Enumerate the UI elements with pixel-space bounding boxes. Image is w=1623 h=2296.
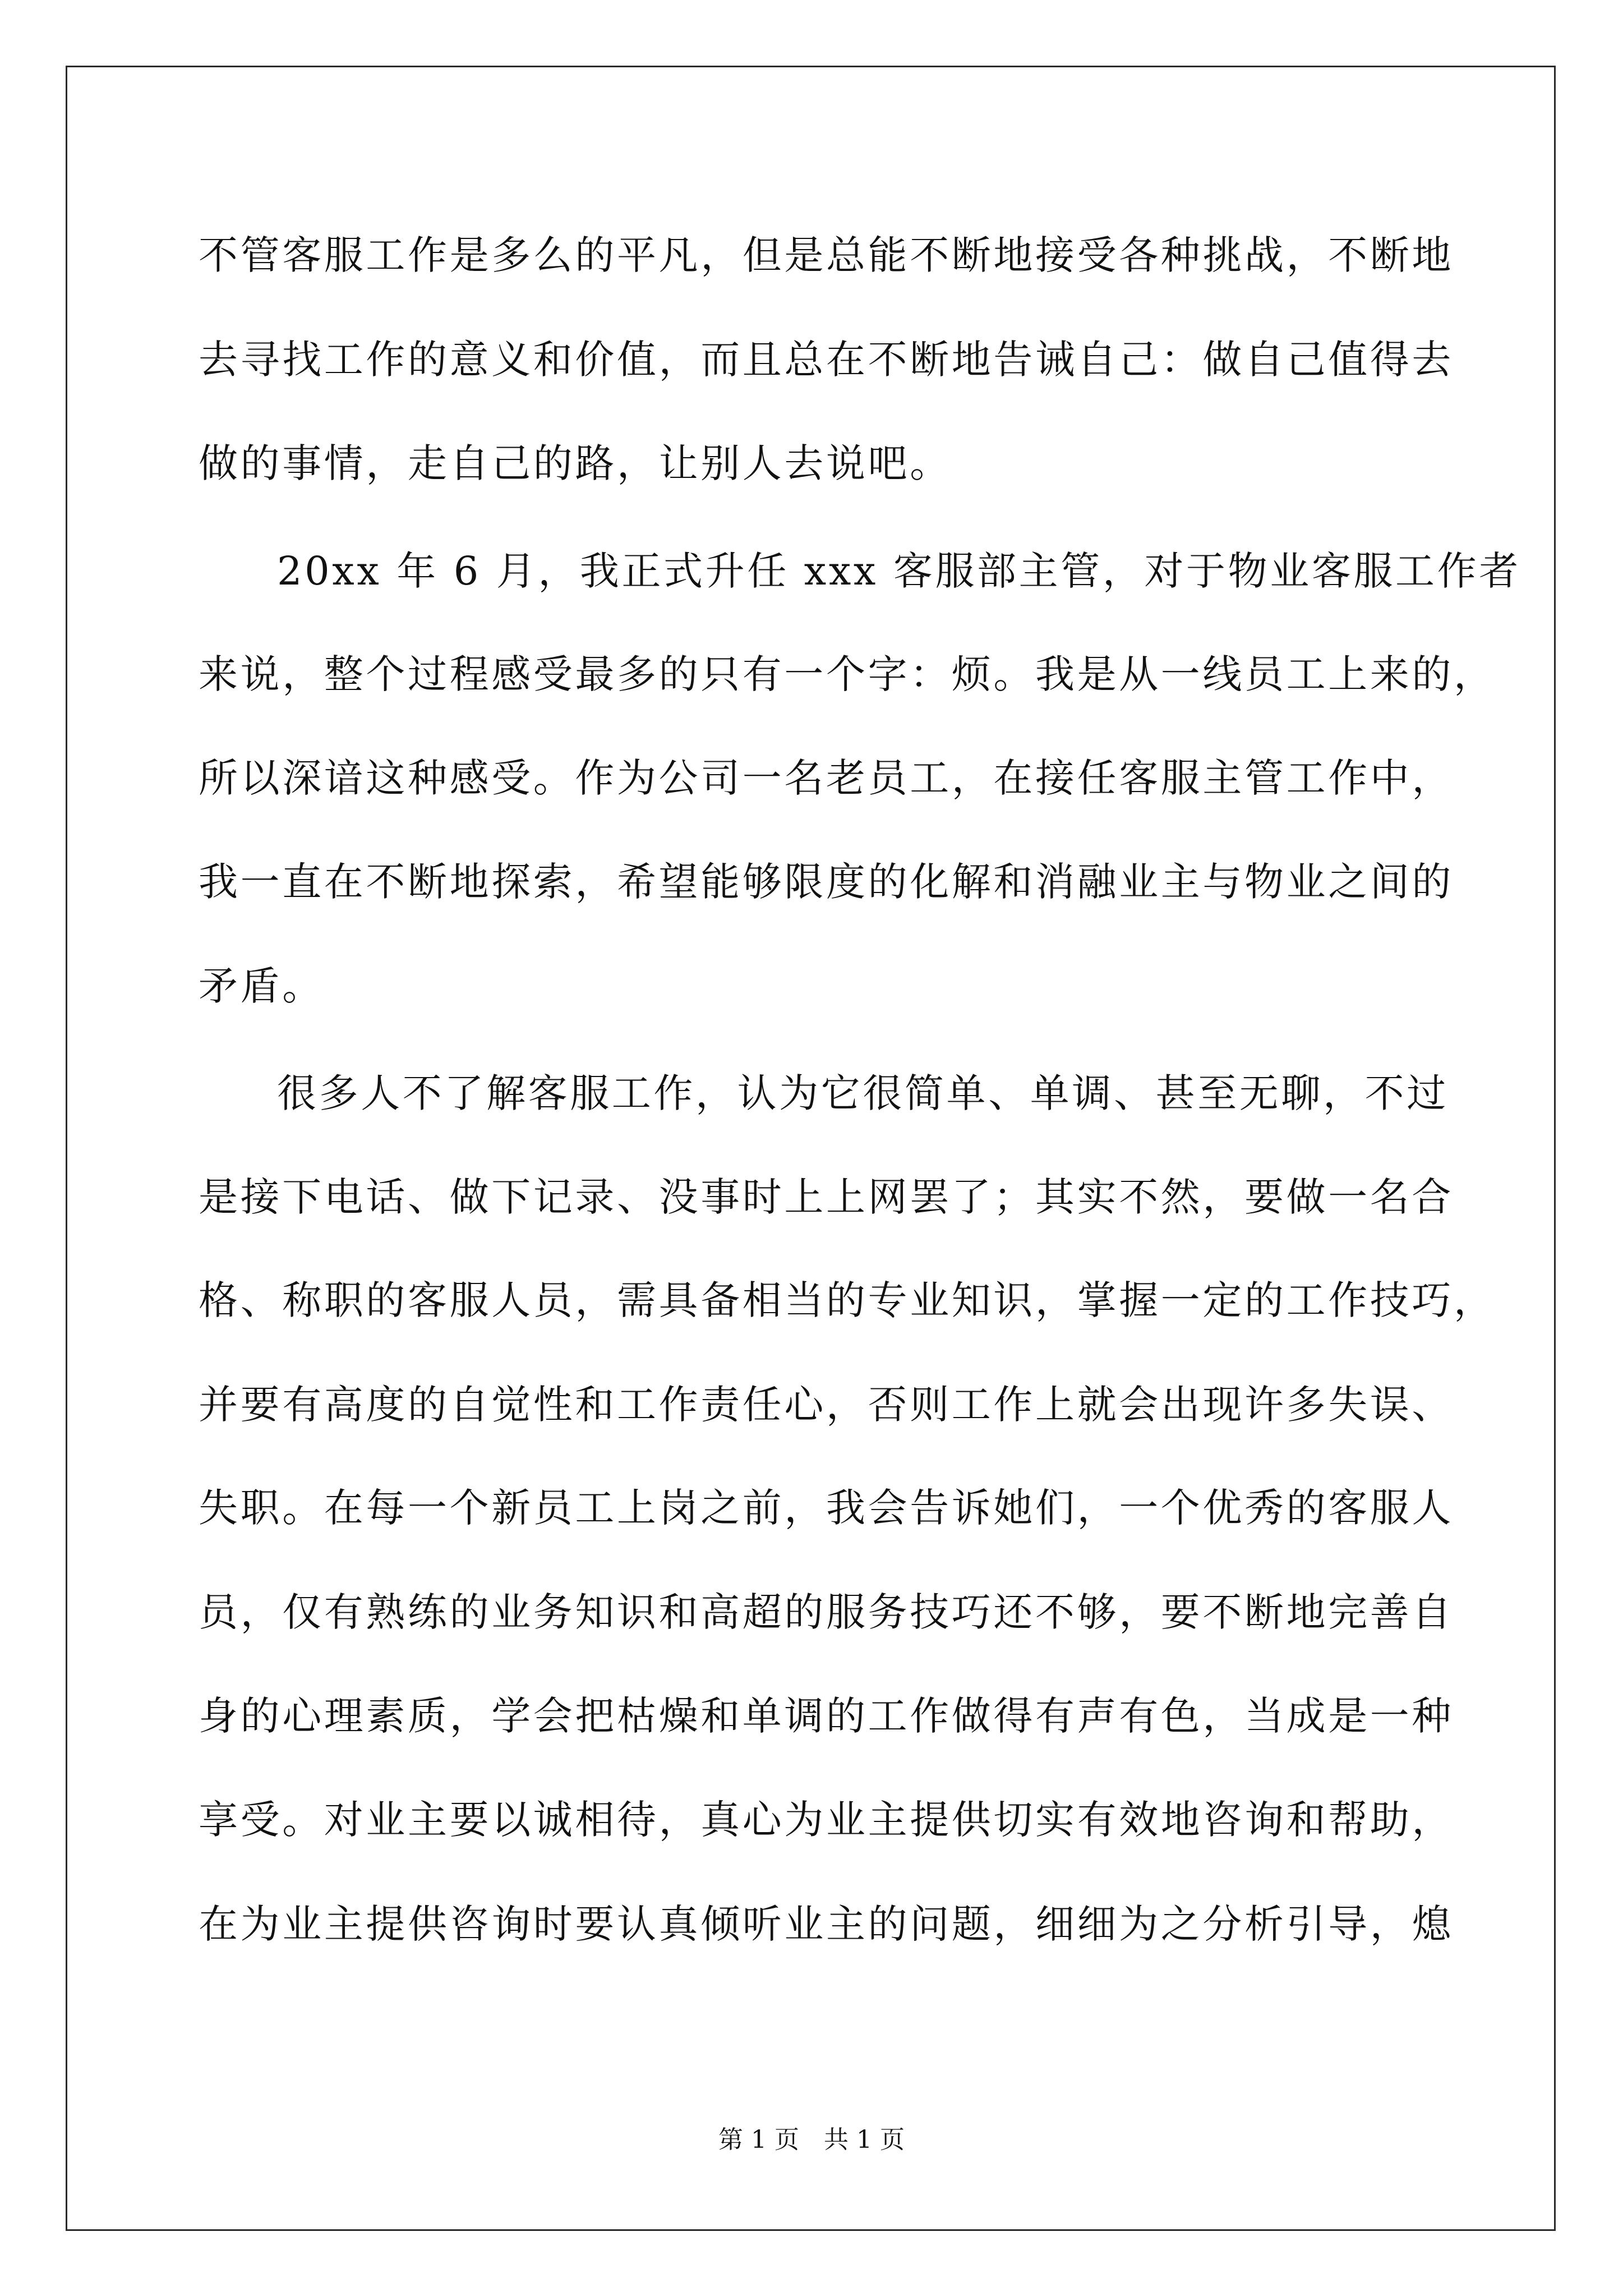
text-line: 矛盾。 [199,963,324,1009]
text-line: 去寻找工作的意义和价值，而且总在不断地告诫自己：做自己值得去 [199,337,1454,383]
text-line: 做的事情，走自己的路，让别人去说吧。 [199,440,952,486]
text-line: 并要有高度的自觉性和工作责任心，否则工作上就会出现许多失误、 [199,1382,1454,1428]
text-line: 员，仅有熟练的业务知识和高超的服务技巧还不够，要不断地完善自 [199,1589,1454,1635]
text-line: 来说，整个过程感受最多的只有一个字：烦。我是从一线员工上来的， [199,651,1496,697]
text-line: 我一直在不断地探索，希望能够限度的化解和消融业主与物业之间的 [199,859,1454,905]
page-footer [0,2123,1623,2157]
page-total: 共 1 页 [824,2125,905,2154]
text-line: 是接下电话、做下记录、没事时上上网罢了；其实不然，要做一名合 [199,1174,1454,1220]
text-line: 所以深谙这种感受。作为公司一名老员工，在接任客服主管工作中， [199,755,1454,801]
text-line: 享受。对业主要以诚相待，真心为业主提供切实有效地咨询和帮助， [199,1797,1454,1843]
text-line: 不管客服工作是多么的平凡，但是总能不断地接受各种挑战，不断地 [199,232,1454,278]
paragraph-start-line: 20xx 年 6 月，我正式升任 xxx 客服部主管，对于物业客服工作者 [277,548,1521,594]
page-number: 第 1 页 [718,2125,799,2154]
text-line: 在为业主提供咨询时要认真倾听业主的问题，细细为之分析引导，熄 [199,1901,1454,1947]
text-line: 失职。在每一个新员工上岗之前，我会告诉她们，一个优秀的客服人 [199,1485,1454,1531]
text-line: 身的心理素质，学会把枯燥和单调的工作做得有声有色，当成是一种 [199,1693,1454,1739]
paragraph-start-line: 很多人不了解客服工作，认为它很简单、单调、甚至无聊，不过 [277,1070,1449,1116]
text-line: 格、称职的客服人员，需具备相当的专业知识，掌握一定的工作技巧， [199,1277,1496,1323]
